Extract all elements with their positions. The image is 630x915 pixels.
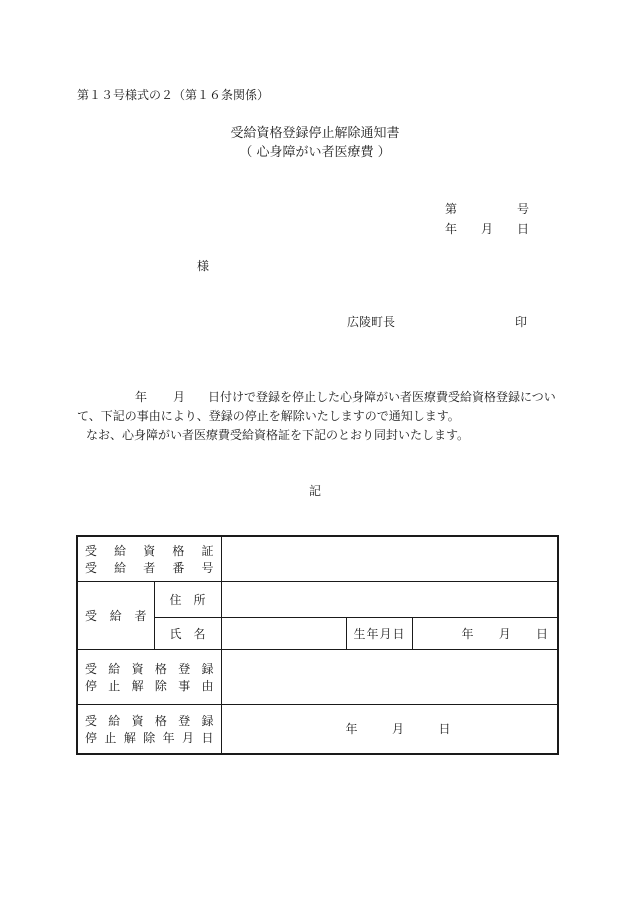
addressee-suffix: 様 — [197, 259, 210, 273]
name-value[interactable] — [221, 617, 346, 649]
issue-day: 日 — [517, 222, 530, 236]
address-label — [154, 581, 221, 617]
release-year: 年 — [345, 722, 358, 737]
row-certificate — [77, 536, 558, 581]
recipient-text: 受 給 者 — [85, 608, 147, 623]
document-title: 受給資格登録停止解除通知書 — [230, 126, 400, 141]
certificate-label — [77, 536, 221, 581]
name-text: 氏 名 — [169, 626, 206, 641]
issue-month: 月 — [481, 222, 494, 236]
body-month: 月 — [173, 390, 186, 404]
release-label-b: 停 止 解 除 年 月 日 — [85, 730, 214, 745]
body-line-3: なお、心身障がい者医療費受給資格証を下記のとおり同封いたします。 — [86, 428, 470, 442]
release-month: 月 — [392, 722, 405, 737]
issue-year: 年 — [445, 222, 458, 236]
recipient-label — [77, 581, 154, 649]
issuer-name: 広陵町長 — [347, 315, 396, 329]
birth-day: 日 — [536, 626, 549, 641]
form-number: 第１３号様式の２（第１６条関係） — [77, 88, 270, 102]
body-year: 年 — [135, 390, 148, 404]
release-day: 日 — [438, 722, 451, 737]
address-value[interactable] — [221, 581, 558, 617]
birthdate-text: 生 年 月 日 — [353, 626, 405, 641]
certificate-value[interactable] — [221, 536, 558, 581]
birth-month: 月 — [498, 626, 511, 641]
body-line-2: て、下記の事由により、登録の停止を解除いたしますので通知します。 — [77, 409, 460, 423]
cert-label-b: 受 給 者 番 号 — [85, 560, 214, 575]
ki-heading: 記 — [308, 484, 321, 498]
body-text: 日付けで登録を停止した心身障がい者医療費受給資格登録につい — [208, 390, 556, 404]
address-text: 住 所 — [169, 592, 206, 607]
seal-mark: 印 — [515, 315, 528, 329]
reason-label — [77, 649, 221, 704]
release-label-a: 受 給 資 格 登 録 — [85, 713, 214, 728]
row-release-date — [77, 704, 558, 754]
birthdate-label — [346, 617, 412, 649]
release-date-value[interactable] — [221, 704, 558, 754]
name-label — [154, 617, 221, 649]
ref-dai: 第 — [445, 202, 458, 216]
row-address — [77, 581, 558, 617]
reason-label-a: 受 給 資 格 登 録 — [85, 661, 214, 676]
birthdate-value[interactable] — [412, 617, 558, 649]
ref-go: 号 — [517, 202, 530, 216]
detail-table — [76, 535, 559, 755]
row-reason — [77, 649, 558, 704]
birth-year: 年 — [461, 626, 474, 641]
reason-label-b: 停 止 解 除 事 由 — [85, 678, 214, 693]
reason-value[interactable] — [221, 649, 558, 704]
document-subtitle: （ 心身障がい者医療費 ） — [239, 145, 391, 160]
cert-label-a: 受 給 資 格 証 — [85, 543, 214, 558]
release-date-label — [77, 704, 221, 754]
